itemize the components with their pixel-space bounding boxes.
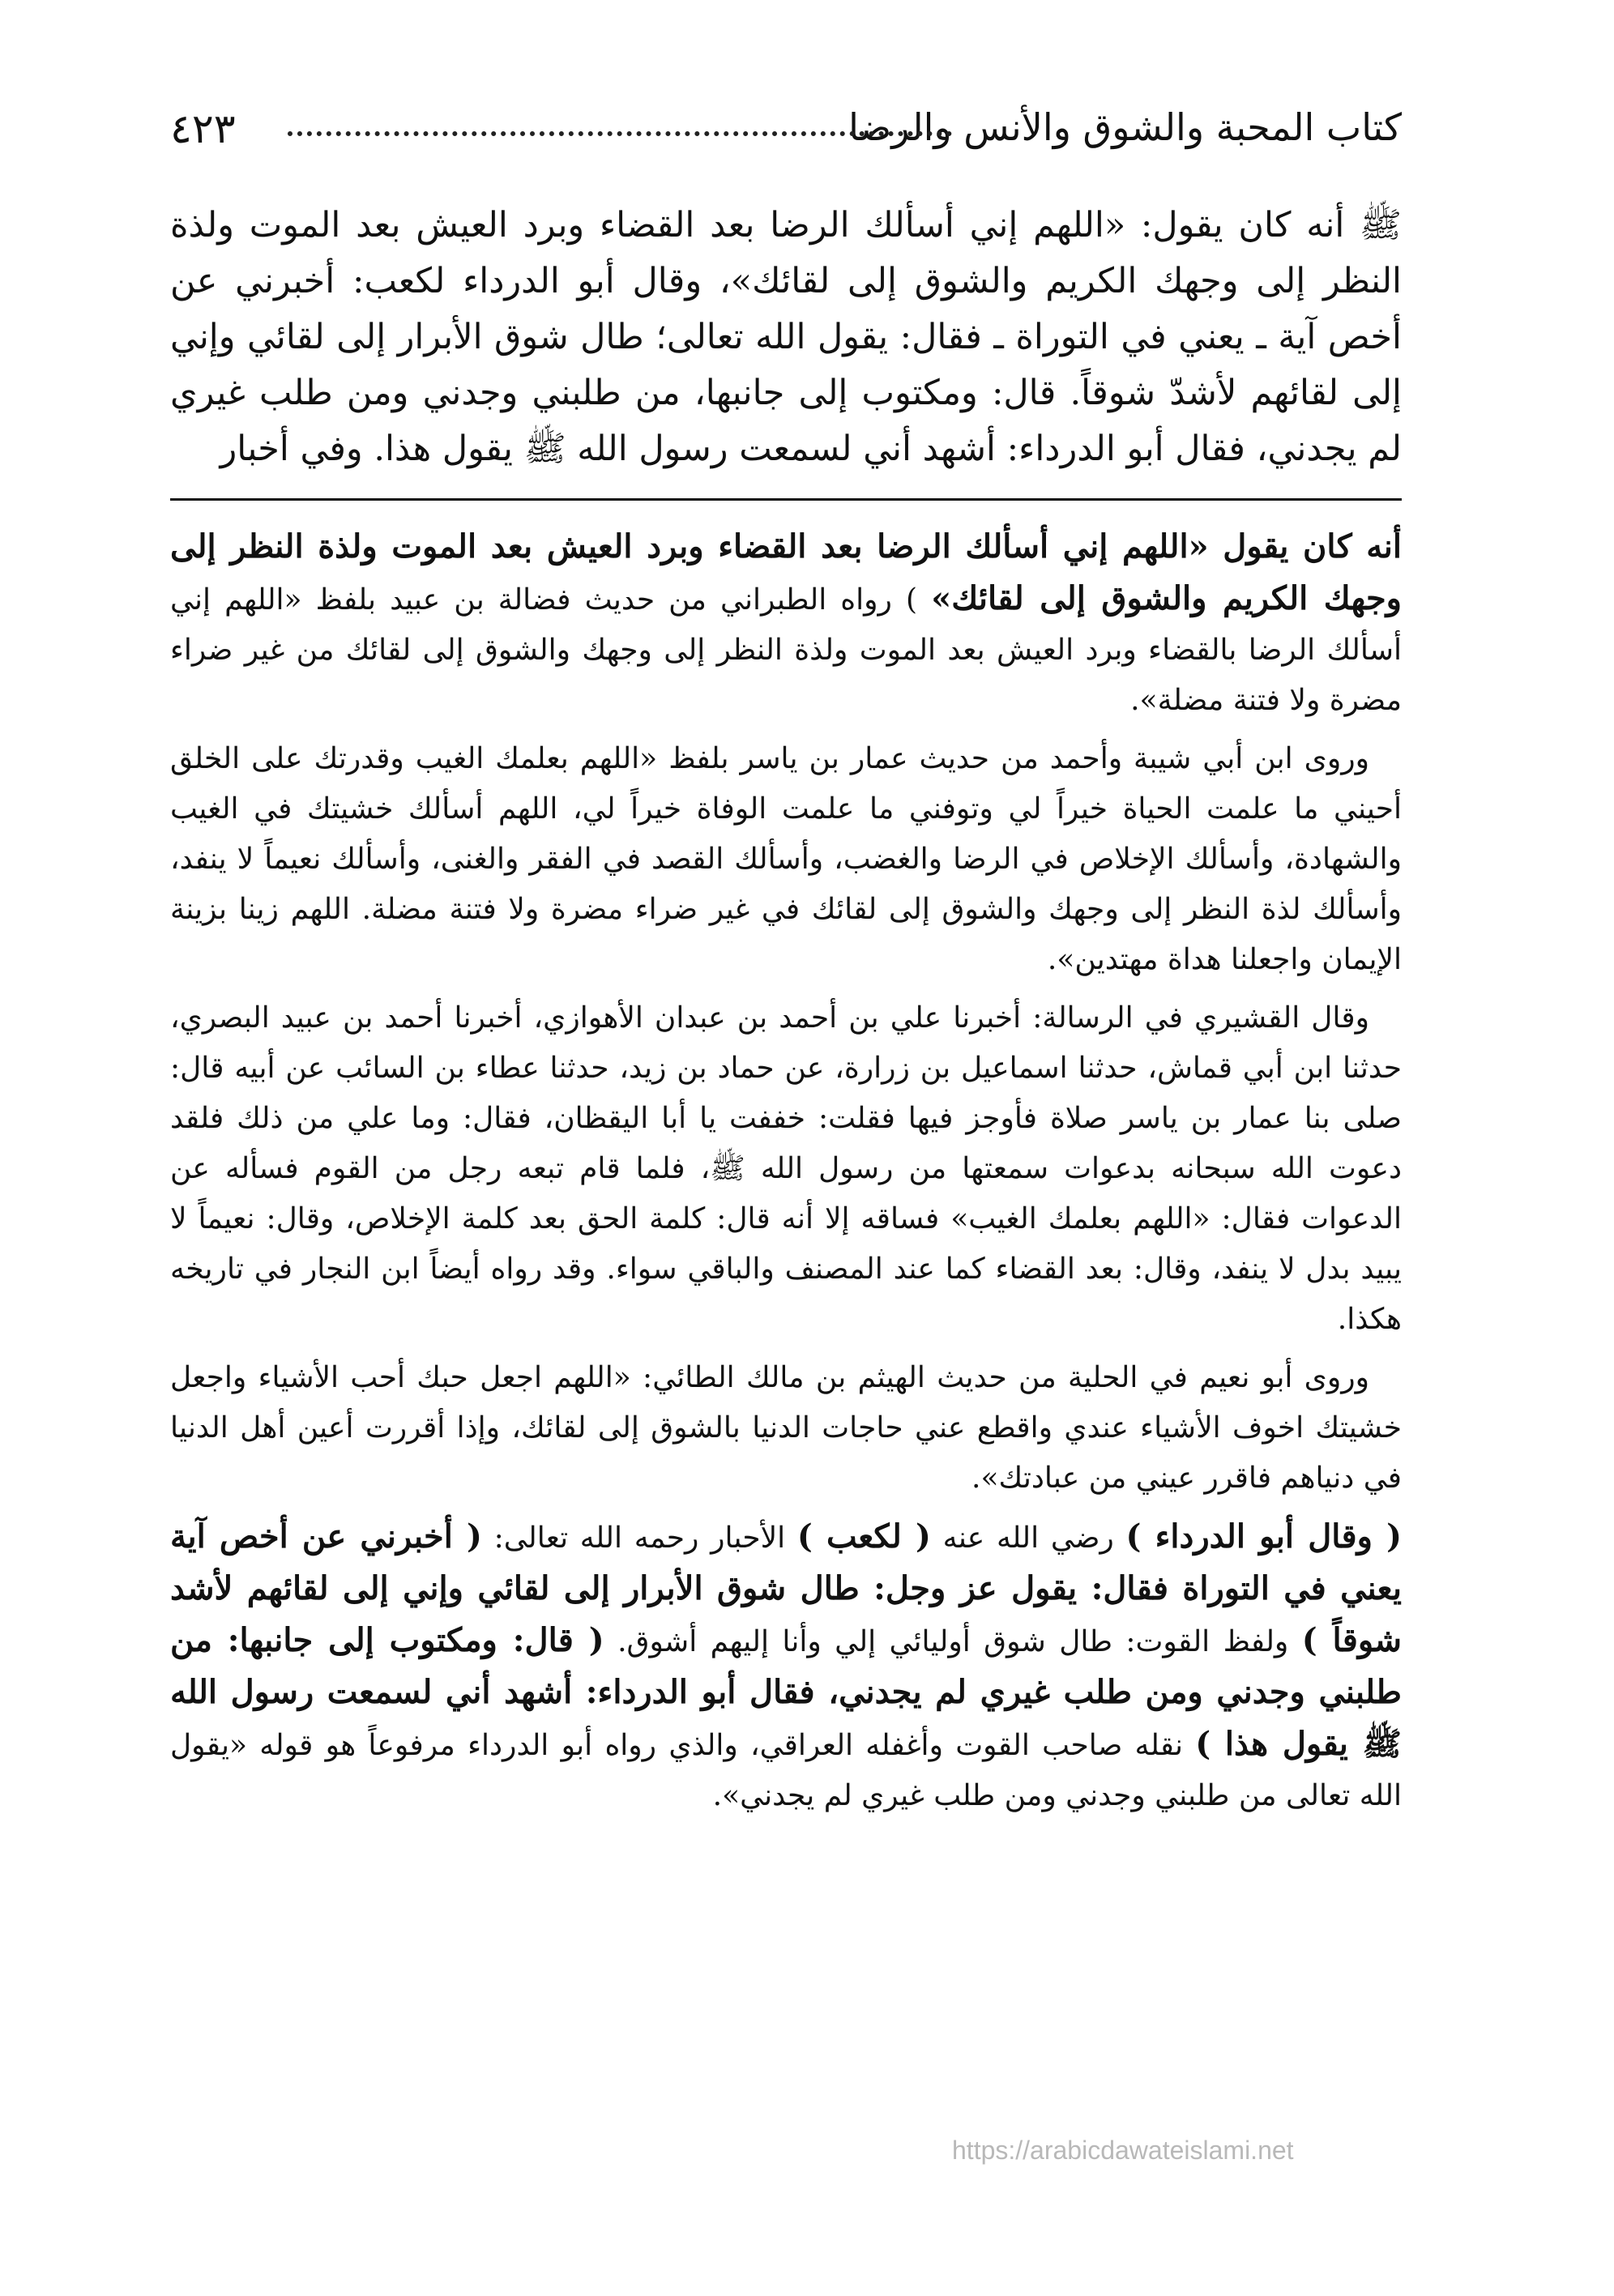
dotted-leader — [288, 131, 952, 136]
commentary-paragraph-3: وقال القشيري في الرسالة: أخبرنا علي بن أحمد بن عبدان الأهوازي، أخبرنا أحمد بن عبيد البصري، حدثنا ابن أبي قماش، حدثنا اسماعيل بن زرارة، عن حماد بن زيد، حدثنا عطاء بن السائب عن أبيه قال: صلى بنا عمار بن ياسر صلاة فأوجز فيها فقلت: خففت يا أبا اليقظان، فقال: وما علي من ذلك فلقد دعوت الله سبحانه بدعوات سمعتها من رسول الله ﷺ، فلما قام تبعه رجل من القوم فسأله عن الدعوات فقال: «اللهم بعلمك الغيب» فساقه إلا أنه قال: كلمة الحق بعد كلمة الإخلاص، وقال: نعيماً لا يبيد بدل لا ينفد، وقال: بعد القضاء كما عند المصنف والباقي سواء. وقد رواه أيضاً ابن النجار في تاريخه هكذا. — [170, 1001, 1403, 1336]
separator-rule — [170, 498, 1402, 501]
running-title: كتاب المحبة والشوق والأنس والرضا — [848, 105, 1402, 149]
commentary-lemma: ( لكعب ) — [796, 1517, 931, 1556]
commentary-text: رضي الله عنه — [930, 1521, 1126, 1555]
commentary-lemma: ( قال: ومكتوب إلى جانبها: من طلبني وجدني ومن طلب غيري لم يجدني، فقال أبو الدرداء: أشهد أني لسمعت رسول الله ﷺ يقول هذا ) — [170, 1621, 1402, 1763]
commentary-text: ولفظ القوت: طال شوق أوليائي إلي وأنا إليهم أشوق. — [604, 1625, 1302, 1658]
commentary — [170, 522, 1402, 1821]
commentary-lemma: أنه كان يقول «اللهم إني أسألك الرضا بعد القضاء وبرد العيش بعد الموت ولذة النظر إلى وجهك الكريم والشوق إلى لقائك» — [170, 527, 1402, 617]
commentary-paragraph-1 — [170, 522, 1402, 726]
page-number: ٤٢٣ — [170, 105, 236, 152]
commentary-lemma: ( وقال أبو الدرداء ) — [1125, 1517, 1402, 1556]
main-text: ﷺ أنه كان يقول: «اللهم إني أسألك الرضا بعد القضاء وبرد العيش بعد الموت ولذة النظر إلى وجهك الكريم والشوق إلى لقائك»، وقال أبو الدرداء لكعب: أخبرني عن أخص آية ـ يعني في التوراة ـ فقال: يقول الله تعالى؛ طال شوق الأبرار إلى لقائي وإني إلى لقائهم لأشدّ شوقاً. قال: ومكتوب إلى جانبها، من طلبني وجدني ومن طلب غيري لم يجدني، فقال أبو الدرداء: أشهد أني لسمعت رسول الله ﷺ يقول هذا. وفي أخبار — [170, 205, 1402, 469]
commentary-text: نقله صاحب القوت وأغفله العراقي، والذي رواه أبو الدرداء مرفوعاً هو قوله «يقول الله تعالى من طلبني وجدني ومن طلب غيري لم يجدني». — [170, 1729, 1402, 1812]
commentary-lemma: ( أخبرني عن أخص آية يعني في التوراة فقال: يقول عز وجل: طال شوق الأبرار إلى لقائي وإني إلى لقائهم لأشد شوقاً ) — [170, 1517, 1403, 1659]
commentary-paragraph-2: وروى ابن أبي شيبة وأحمد من حديث عمار بن ياسر بلفظ «اللهم بعلمك الغيب وقدرتك على الخلق أحيني ما علمت الحياة خيراً لي وتوفني ما علمت الوفاة خيراً لي، اللهم أسألك خشيتك في الغيب والشهادة، وأسألك الإخلاص في الرضا والغضب، وأسألك القصد في الفقر والغنى، وأسألك نعيماً لا ينفد، وأسألك لذة النظر إلى وجهك والشوق إلى لقائك في غير ضراء مضرة ولا فتنة مضلة. اللهم زينا بزينة الإيمان واجعلنا هداة مهتدين». — [170, 742, 1402, 976]
commentary-text: الأحبار رحمه الله تعالى: — [481, 1521, 797, 1555]
commentary-paragraph-5 — [170, 1512, 1402, 1821]
commentary-paragraph-4: وروى أبو نعيم في الحلية من حديث الهيثم بن مالك الطائي: «اللهم اجعل حبك أحب الأشياء واجعل خشيتك اخوف الأشياء عندي واقطع عني حاجات الدنيا بالشوق إلى لقائك، وإذا أقررت أعين أهل الدنيا في دنياهم فاقرر عيني من عبادتك». — [170, 1361, 1402, 1495]
book-page — [170, 89, 1402, 1829]
watermark-url: https://arabicdawateislami.net — [952, 2136, 1294, 2165]
commentary-text: ) رواه الطبراني من حديث فضالة بن عبيد بلفظ «اللهم إني أسألك الرضا بالقضاء وبرد العيش بعد الموت ولذة النظر إلى وجهك والشوق إلى لقائك من غير ضراء مضرة ولا فتنة مضلة». — [170, 583, 1402, 717]
page-header — [170, 89, 1402, 154]
